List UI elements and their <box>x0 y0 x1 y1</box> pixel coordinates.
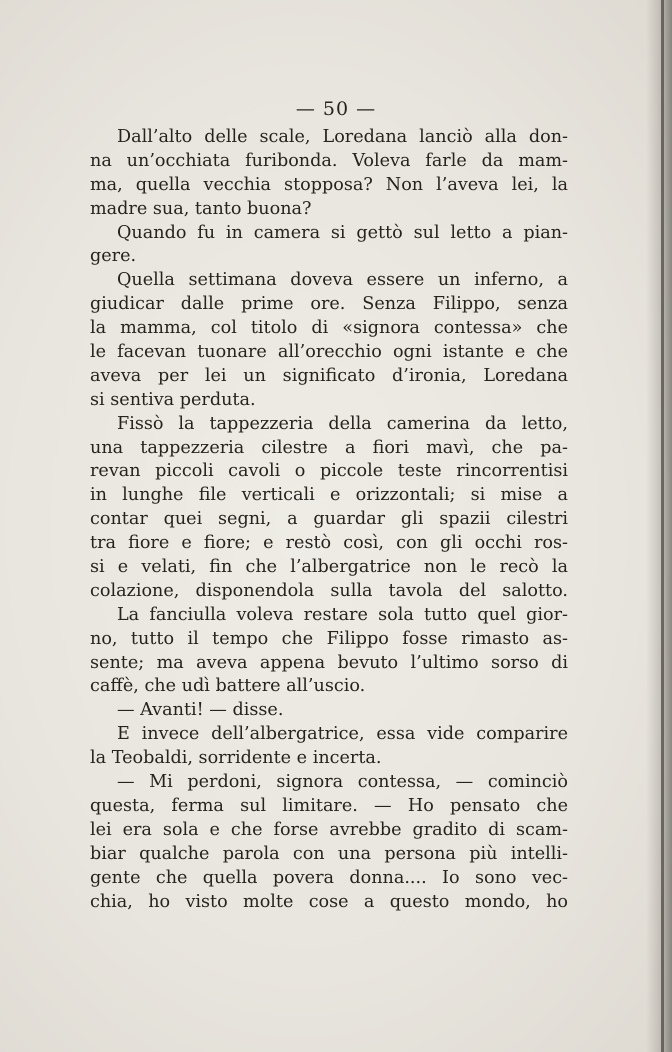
text-line: una tappezzeria cilestre a fiori mavì, che pa- <box>90 437 568 458</box>
text-line: no, tutto il tempo che Filippo fosse rimasto as- <box>90 628 568 649</box>
text-line: tra fiore e fiore; e restò così, con gli occhi ros- <box>90 533 568 554</box>
text-line: le facevan tuonare all’orecchio ogni istante e che <box>90 342 568 363</box>
text-line: si sentiva perduta. <box>90 389 256 410</box>
text-line: Dall’alto delle scale, Loredana lanciò alla don- <box>117 127 568 147</box>
text-line: — Mi perdoni, signora contessa, — cominciò <box>117 772 568 793</box>
text-line: in lunghe file verticali e orizzontali; si mise a <box>90 485 568 506</box>
text-line: sente; ma aveva appena bevuto l’ultimo sorso di <box>90 652 568 673</box>
text-line: gente che quella povera donna.... Io sono vec- <box>90 867 568 888</box>
text-line: Fissò la tappezzeria della camerina da letto, <box>117 413 568 434</box>
text-line: ma, quella vecchia stopposa? Non l’aveva lei, la <box>90 174 568 195</box>
text-line: questa, ferma sul limitare. — Ho pensato che <box>90 795 568 816</box>
text-line: Quella settimana doveva essere un inferno, a <box>117 270 568 291</box>
text-line: biar qualche parola con una persona più intelli- <box>90 843 568 864</box>
text-line: si e velati, fin che l’albergatrice non le recò la <box>90 557 568 578</box>
text-line: Quando fu in camera si gettò sul letto a pian- <box>117 222 568 243</box>
text-line: caffè, che udì battere all’uscio. <box>90 676 366 697</box>
text-line: — Avanti! — disse. <box>117 700 284 721</box>
text-line: lei era sola e che forse avrebbe gradito di scam- <box>90 819 568 840</box>
page-number: — 50 — <box>295 98 377 120</box>
text-line: gere. <box>90 246 137 267</box>
text-line: chia, ho visto molte cose a questo mondo, ho <box>90 891 568 912</box>
body-text <box>90 126 568 914</box>
text-line: contar quei segni, a guardar gli spazii cilestri <box>90 509 568 530</box>
text-line: giudicar dalle prime ore. Senza Filippo, senza <box>90 294 568 315</box>
page-spine-shadow <box>646 0 672 1052</box>
text-line: madre sua, tanto buona? <box>90 198 312 219</box>
text-line: colazione, disponendola sulla tavola del salotto. <box>90 580 568 601</box>
text-line: aveva per lei un significato d’ironia, Loredana <box>90 365 568 386</box>
text-line: La fanciulla voleva restare sola tutto quel gior- <box>117 604 568 625</box>
text-line: E invece dell’albergatrice, essa vide comparire <box>117 724 568 745</box>
text-line: revan piccoli cavoli o piccole teste rincorrentisi <box>90 461 568 482</box>
text-line: la Teobaldi, sorridente e incerta. <box>90 748 382 769</box>
text-line: la mamma, col titolo di «signora contessa» che <box>90 318 568 339</box>
page-spine-edge <box>661 0 664 1052</box>
text-line: na un’occhiata furibonda. Voleva farle da mam- <box>90 150 568 171</box>
